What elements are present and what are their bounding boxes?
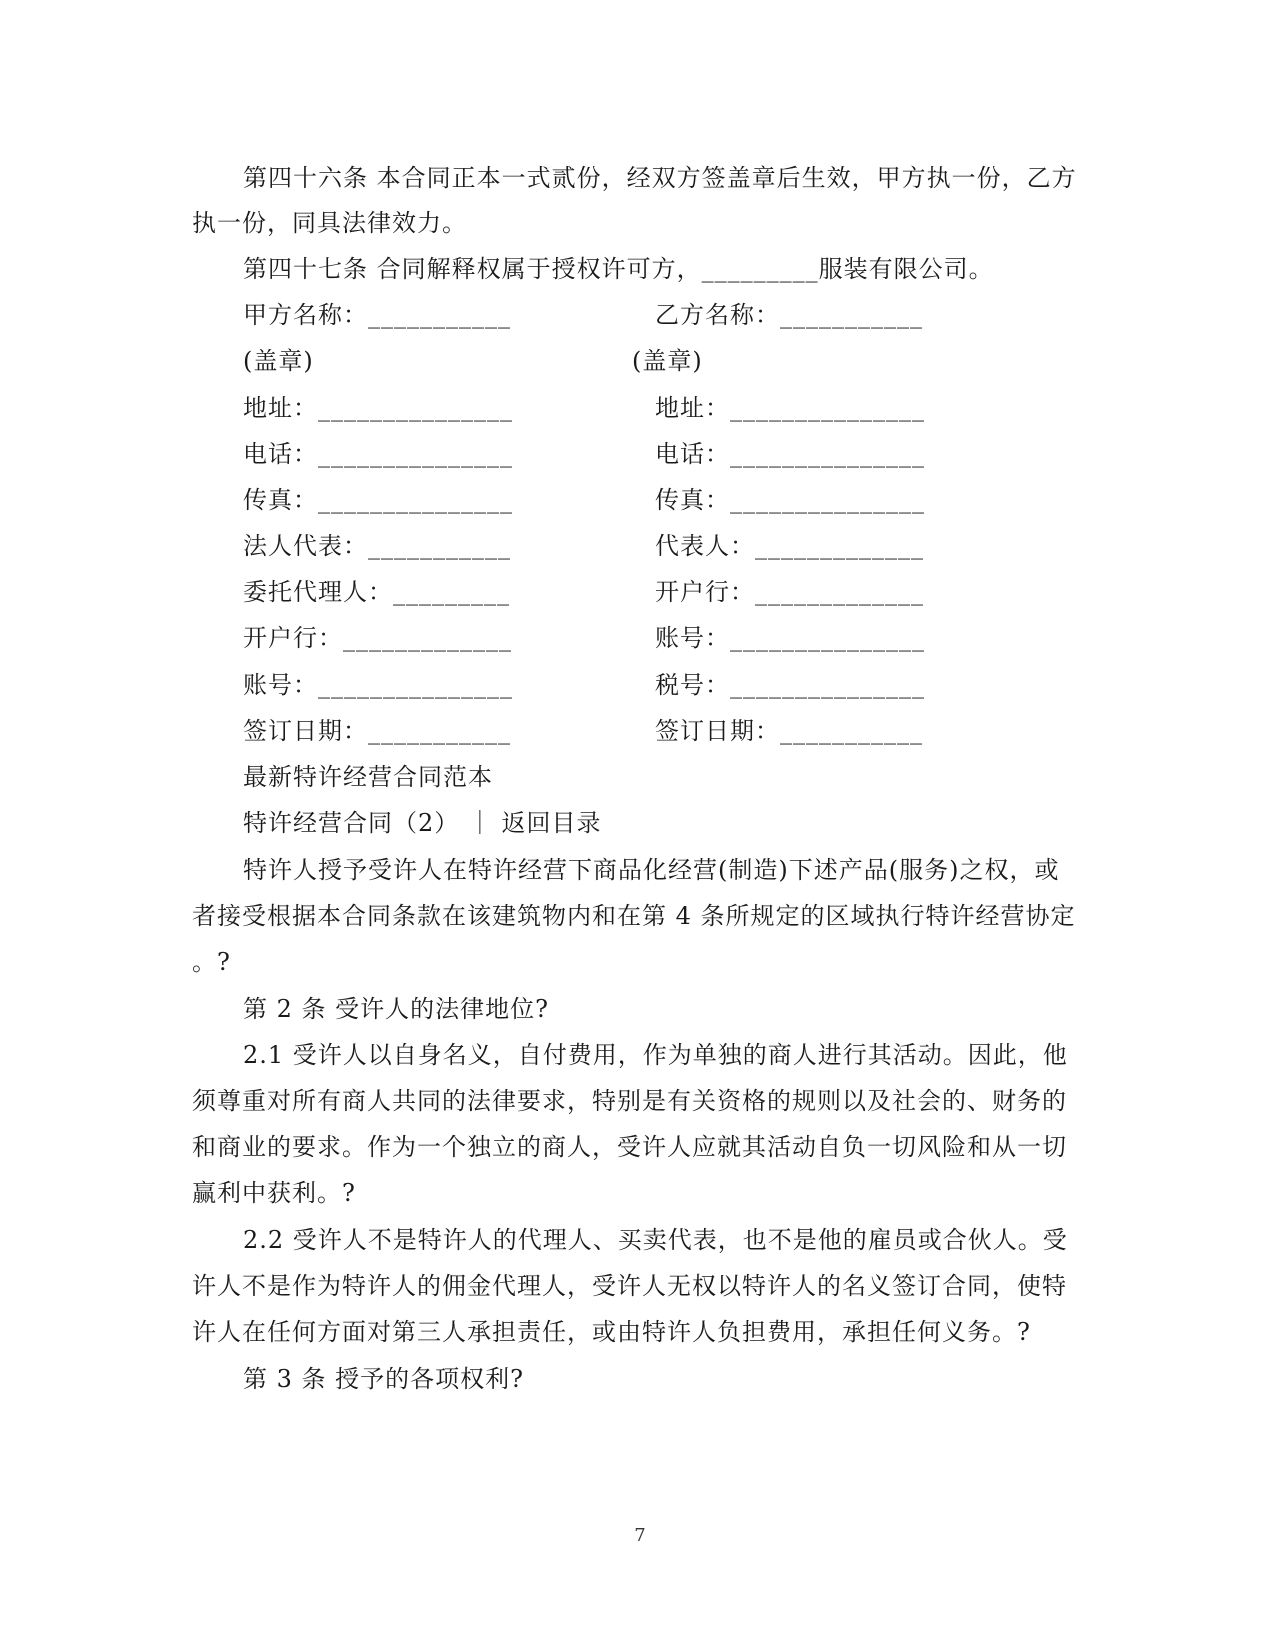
party-a-agent: 委托代理人：_________ bbox=[243, 578, 510, 606]
party-b-fax: 传真：_______________ bbox=[655, 486, 925, 514]
party-b-seal: (盖章) bbox=[632, 347, 703, 375]
party-a-phone: 电话：_______________ bbox=[243, 440, 513, 468]
party-a-date: 签订日期：___________ bbox=[243, 717, 511, 745]
article-46-line-2: 执一份，同具法律效力。 bbox=[192, 209, 467, 237]
page-number: 7 bbox=[634, 1525, 646, 1546]
heading-latest-template: 最新特许经营合同范本 bbox=[243, 763, 493, 791]
party-b-date: 签订日期：___________ bbox=[655, 717, 923, 745]
article-47: 第四十七条 合同解释权属于授权许可方，_________服装有限公司。 bbox=[243, 255, 994, 283]
party-b-name: 乙方名称：___________ bbox=[655, 301, 923, 329]
article-46-line-1: 第四十六条 本合同正本一式贰份，经双方签盖章后生效，甲方执一份，乙方 bbox=[243, 164, 1077, 192]
intro-line-2: 者接受根据本合同条款在该建筑物内和在第 4 条所规定的区域执行特许经营协定 bbox=[192, 902, 1076, 930]
party-b-phone: 电话：_______________ bbox=[655, 440, 925, 468]
clause-2-1-line-3: 和商业的要求。作为一个独立的商人，受许人应就其活动自负一切风险和从一切 bbox=[192, 1133, 1067, 1161]
intro-line-3: 。? bbox=[192, 948, 231, 976]
party-a-bank: 开户行：_____________ bbox=[243, 624, 512, 652]
clause-2-1-line-2: 须尊重对所有商人共同的法律要求，特别是有关资格的规则以及社会的、财务的 bbox=[192, 1087, 1067, 1115]
clause-2-2-line-3: 许人在任何方面对第三人承担责任，或由特许人负担费用，承担任何义务。? bbox=[192, 1318, 1031, 1346]
party-b-bank: 开户行：_____________ bbox=[655, 578, 924, 606]
party-a-fax: 传真：_______________ bbox=[243, 486, 513, 514]
party-a-address: 地址：_______________ bbox=[243, 394, 513, 422]
clause-2-2-line-1: 2.2 受许人不是特许人的代理人、买卖代表，也不是他的雇员或合伙人。受 bbox=[243, 1226, 1068, 1254]
intro-line-1: 特许人授予受许人在特许经营下商品化经营(制造)下述产品(服务)之权，或 bbox=[243, 856, 1060, 884]
party-b-account: 账号：_______________ bbox=[655, 624, 925, 652]
heading-contract-2[interactable]: 特许经营合同（2） ｜ 返回目录 bbox=[243, 809, 602, 837]
party-a-seal: (盖章) bbox=[243, 347, 314, 375]
clause-2-2-line-2: 许人不是作为特许人的佣金代理人，受许人无权以特许人的名义签订合同，使特 bbox=[192, 1272, 1067, 1300]
party-a-legal-rep: 法人代表：___________ bbox=[243, 532, 511, 560]
party-a-account: 账号：_______________ bbox=[243, 671, 513, 699]
party-b-rep: 代表人：_____________ bbox=[655, 532, 924, 560]
party-a-name: 甲方名称：___________ bbox=[243, 301, 511, 329]
article-2-title: 第 2 条 受许人的法律地位? bbox=[243, 995, 550, 1023]
clause-2-1-line-4: 赢利中获利。? bbox=[192, 1179, 356, 1207]
party-b-address: 地址：_______________ bbox=[655, 394, 925, 422]
article-3-title: 第 3 条 授予的各项权利? bbox=[243, 1365, 525, 1393]
party-b-tax-no: 税号：_______________ bbox=[655, 671, 925, 699]
clause-2-1-line-1: 2.1 受许人以自身名义，自付费用，作为单独的商人进行其活动。因此，他 bbox=[243, 1041, 1068, 1069]
